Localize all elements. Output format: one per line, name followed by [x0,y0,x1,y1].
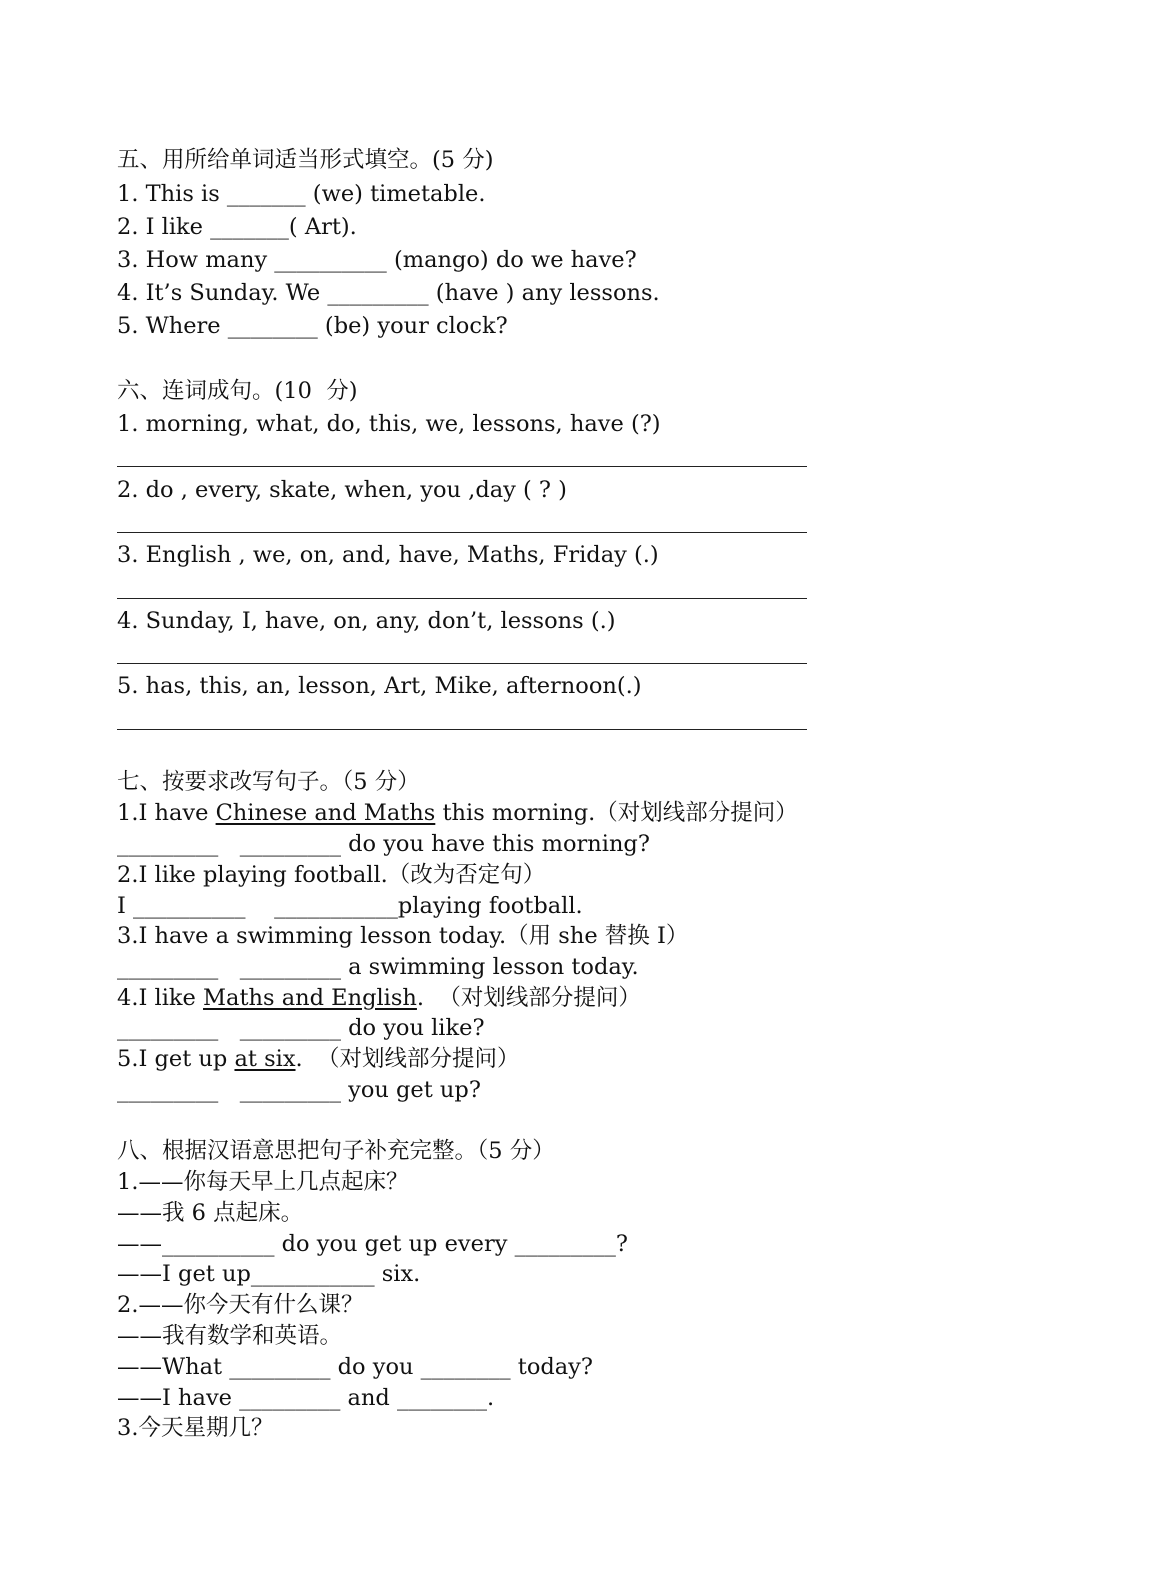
section-7-answer-5: _________ _________ you get up? [117,1077,481,1103]
section-7-question-5 [117,1043,519,1075]
section-5-item-5: 5. Where ________ (be) your clock? [117,313,508,339]
question-text: 1.I have [117,800,216,826]
section-5-heading: 五、用所给单词适当形式填空。(5 分) [117,147,494,173]
section-7-answer-2: I __________ ___________playing football. [117,893,583,919]
question-instruction: this morning.（对划线部分提问） [435,800,798,826]
answer-line [117,729,807,730]
section-8-line: ——__________ do you get up every _________? [117,1231,628,1257]
section-8-line: ——I get up___________ six. [117,1261,421,1287]
section-8-line: 1.——你每天早上几点起床？ [117,1169,409,1195]
section-5-item-2: 2. I like _______( Art). [117,214,357,240]
underlined-part: Chinese and Maths [215,800,436,826]
answer-line [117,466,807,467]
section-6-item-3: 3. English , we, on, and, have, Maths, Friday (.) [117,542,659,568]
question-instruction: . （对划线部分提问） [295,1046,520,1072]
section-8-line: ——I have _________ and ________. [117,1385,495,1411]
section-6-item-4: 4. Sunday, I, have, on, any, don’t, lessons (.) [117,608,616,634]
underlined-part: Maths and English [203,985,417,1011]
section-8-line: ——我有数学和英语。 [117,1323,343,1349]
question-text: 4.I like [117,985,204,1011]
section-7-question-1 [117,797,798,829]
section-8-heading: 八、根据汉语意思把句子补充完整。（5 分） [117,1138,555,1164]
section-6-item-1: 1. morning, what, do, this, we, lessons, have (?) [117,411,661,437]
section-8-line: ——我 6 点起床。 [117,1200,304,1226]
section-5-item-3: 3. How many __________ (mango) do we have? [117,247,637,273]
section-5-item-1: 1. This is _______ (we) timetable. [117,181,486,207]
answer-line [117,598,807,599]
section-6-item-5: 5. has, this, an, lesson, Art, Mike, afternoon(.) [117,673,642,699]
section-6-heading: 六、连词成句。(10 分) [117,378,358,404]
section-7-answer-1: _________ _________ do you have this morning? [117,831,650,857]
question-instruction: . （对划线部分提问） [416,985,641,1011]
section-8-line: 3.今天星期几？ [117,1415,274,1441]
answer-line [117,663,807,664]
answer-line [117,532,807,533]
section-8-line: ——What _________ do you ________ today? [117,1354,593,1380]
section-7-question-3: 3.I have a swimming lesson today.（用 she 替换 I） [117,923,689,949]
section-7-answer-3: _________ _________ a swimming lesson today. [117,954,639,980]
section-7-question-4 [117,982,641,1014]
underlined-part: at six [234,1046,296,1072]
question-text: 5.I get up [117,1046,235,1072]
section-6-item-2: 2. do , every, skate, when, you ,day ( ? ) [117,477,567,503]
section-7-heading: 七、按要求改写句子。（5 分） [117,769,420,795]
section-8-line: 2.——你今天有什么课？ [117,1292,364,1318]
section-7-question-2: 2.I like playing football.（改为否定句） [117,862,546,888]
section-5-item-4: 4. It’s Sunday. We _________ (have ) any lessons. [117,280,660,306]
section-7-answer-4: _________ _________ do you like? [117,1015,485,1041]
